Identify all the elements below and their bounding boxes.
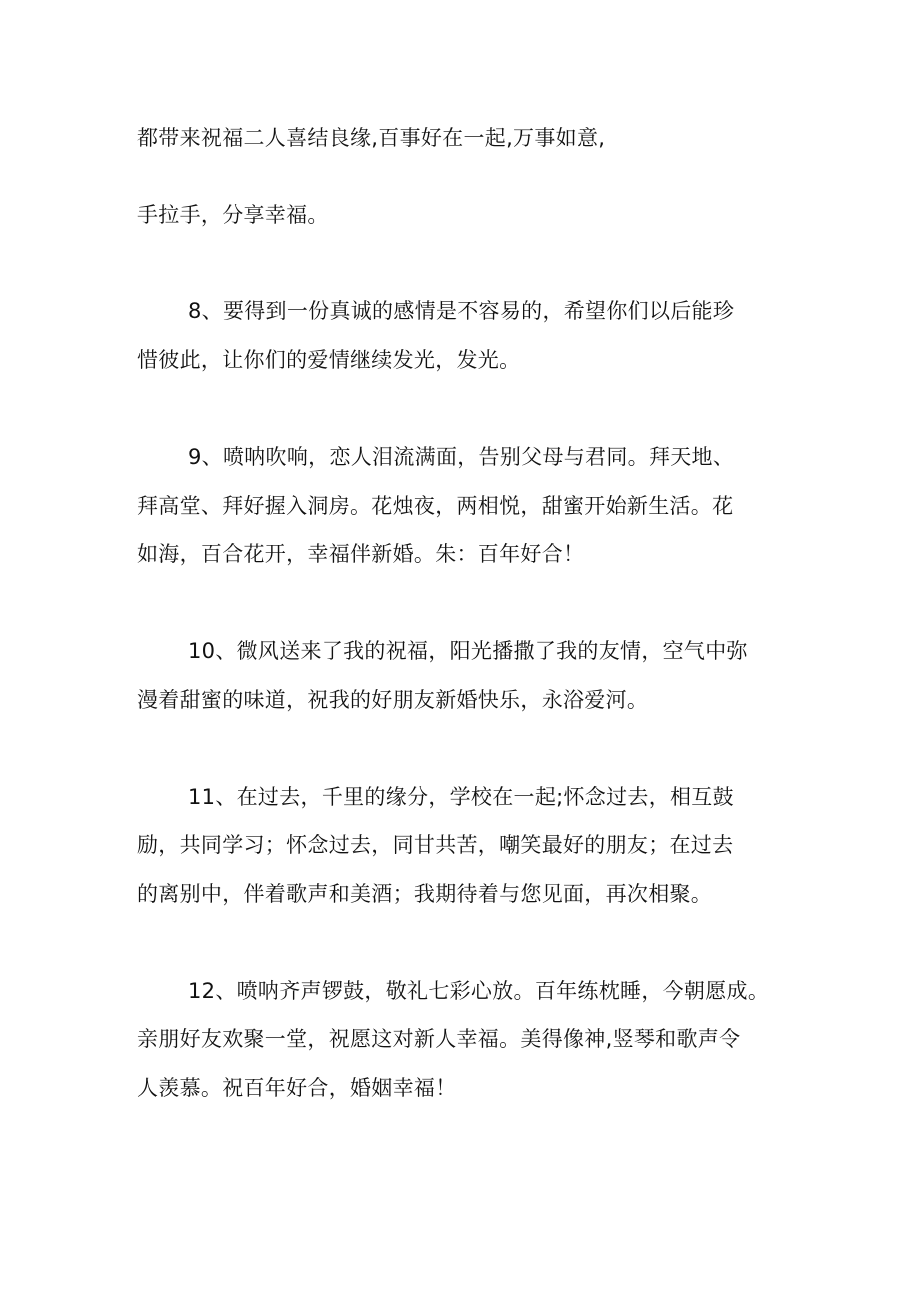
paragraph-line: 8、要得到一份真诚的感情是不容易的，希望你们以后能珍 bbox=[188, 299, 735, 323]
paragraph-line: 9、喷呐吹响，恋人泪流满面，告别父母与君同。拜天地、 bbox=[188, 445, 735, 469]
paragraph-line: 11、在过去，千里的缘分，学校在一起;怀念过去，相互鼓 bbox=[188, 785, 734, 809]
paragraph-line: 都带来祝福二人喜结良缘,百事好在一起,万事如意, bbox=[137, 126, 606, 150]
paragraph-line: 手拉手，分享幸福。 bbox=[137, 203, 329, 227]
paragraph-line: 拜高堂、拜好握入洞房。花烛夜，两相悦，甜蜜开始新生活。花 bbox=[137, 494, 734, 518]
paragraph-line: 惜彼此，让你们的爱情继续发光，发光。 bbox=[137, 348, 521, 372]
paragraph-line: 励，共同学习；怀念过去，同甘共苦，嘲笑最好的朋友；在过去 bbox=[137, 833, 734, 857]
paragraph-line: 漫着甜蜜的味道，祝我的好朋友新婚快乐，永浴爱河。 bbox=[137, 688, 649, 712]
paragraph-line: 亲朋好友欢聚一堂，祝愿这对新人幸福。美得像神,竖琴和歌声令 bbox=[137, 1027, 741, 1051]
paragraph-line: 人羡慕。祝百年好合，婚姻幸福！ bbox=[137, 1076, 457, 1100]
paragraph-line: 10、微风送来了我的祝福，阳光播撒了我的友情，空气中弥 bbox=[188, 639, 748, 663]
paragraph-line: 12、喷呐齐声锣鼓，敬礼七彩心放。百年练枕睡，今朝愿成。 bbox=[188, 979, 770, 1003]
paragraph-line: 如海，百合花开，幸福伴新婚。朱：百年好合！ bbox=[137, 542, 585, 566]
paragraph-line: 的离别中，伴着歌声和美酒；我期待着与您见面，再次相聚。 bbox=[137, 882, 713, 906]
